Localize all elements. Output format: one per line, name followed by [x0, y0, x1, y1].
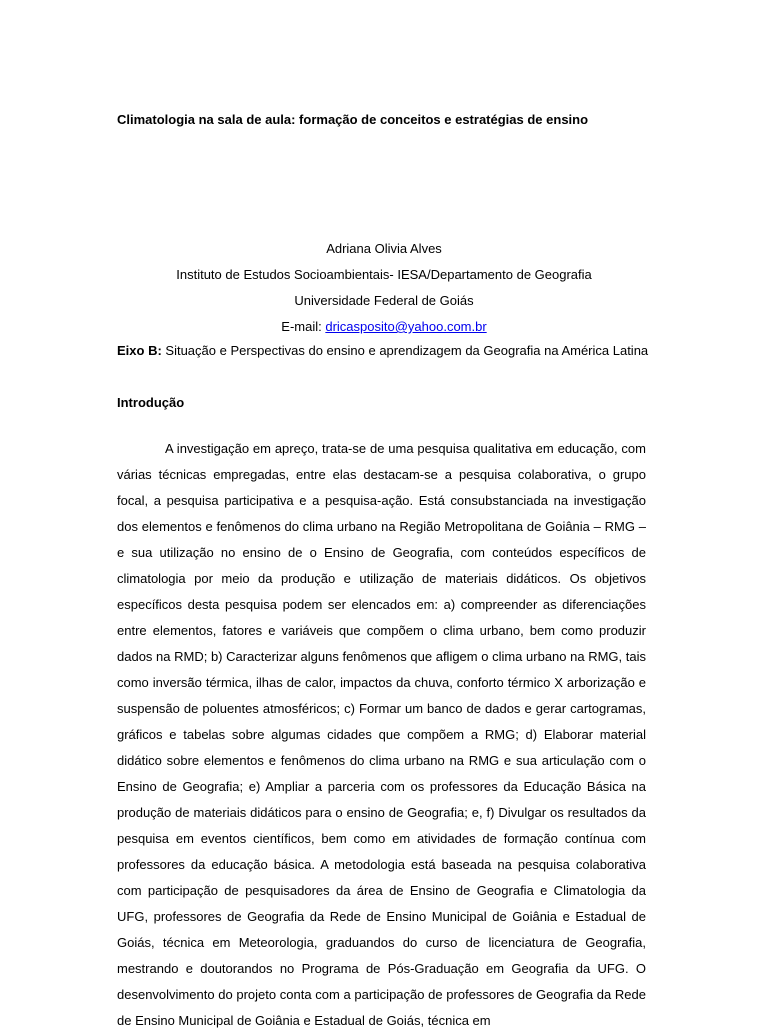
paper-title: Climatologia na sala de aula: formação de conceitos e estratégias de ensino [117, 112, 589, 127]
eixo-line [117, 343, 648, 358]
author-affiliation-institute: Instituto de Estudos Socioambientais- IESA/Departamento de Geografia [176, 267, 592, 282]
eixo-label: Eixo B: [117, 343, 162, 358]
body-paragraph-block [117, 436, 646, 1034]
email-label: E-mail: [281, 319, 326, 334]
eixo-text: Situação e Perspectivas do ensino e aprendizagem da Geografia na América Latina [161, 343, 649, 358]
author-name: Adriana Olivia Alves [326, 241, 442, 256]
author-affiliation-university: Universidade Federal de Goiás [294, 293, 474, 308]
body-paragraph: A investigação em apreço, trata-se de uma pesquisa qualitativa em educação, com várias técnicas empregadas, entre elas destacam-se a pesquisa colaborativa, o grupo focal, a pesquisa participativa e a pesquisa-ação. Está consubstanciada na investigação dos elementos e fenômenos do clima urbano na Região Metropolitana de Goiânia – RMG – e sua utilização no ensino de o Ensino de Geografia, com conteúdos específicos de climatologia por meio da produção e utilização de materiais didáticos. Os objetivos específicos desta pesquisa podem ser elencados em: a) compreender as diferenciações entre elementos, fatores e variáveis que compõem o clima urbano, bem como produzir dados na RMD; b) Caracterizar alguns fenômenos que afligem o clima urbano na RMG, tais como inversão térmica, ilhas de calor, impactos da chuva, conforto térmico X arborização e suspensão de poluentes atmosféricos; c) Formar um banco de dados e gerar cartogramas, gráficos e tabelas sobre algumas cidades que compõem a RMG; d) Elaborar material didático sobre elementos e fenômenos do clima urbano na RMG e sua articulação com o Ensino de Geografia; e) Ampliar a parceria com os professores da Educação Básica na produção de materiais didáticos para o ensino de Geografia; e, f) Divulgar os resultados da pesquisa em eventos científicos, bem como em atividades de formação contínua com professores da educação básica. A metodologia está baseada na pesquisa colaborativa com participação de pesquisadores da área de Ensino de Geografia e Climatologia da UFG, professores de Geografia da Rede de Ensino Municipal de Goiânia e Estadual de Goiás, técnica em Meteorologia, graduandos do curso de licenciatura de Geografia, mestrando e doutorandos no Programa de Pós-Graduação em Geografia da UFG. O desenvolvimento do projeto conta com a participação de professores de Geografia da Rede de Ensino Municipal de Goiânia e Estadual de Goiás, técnica em [117, 441, 646, 1028]
author-email-line [0, 319, 768, 334]
section-heading: Introdução [117, 395, 185, 410]
email-link[interactable]: dricasposito@yahoo.com.br [325, 319, 487, 334]
